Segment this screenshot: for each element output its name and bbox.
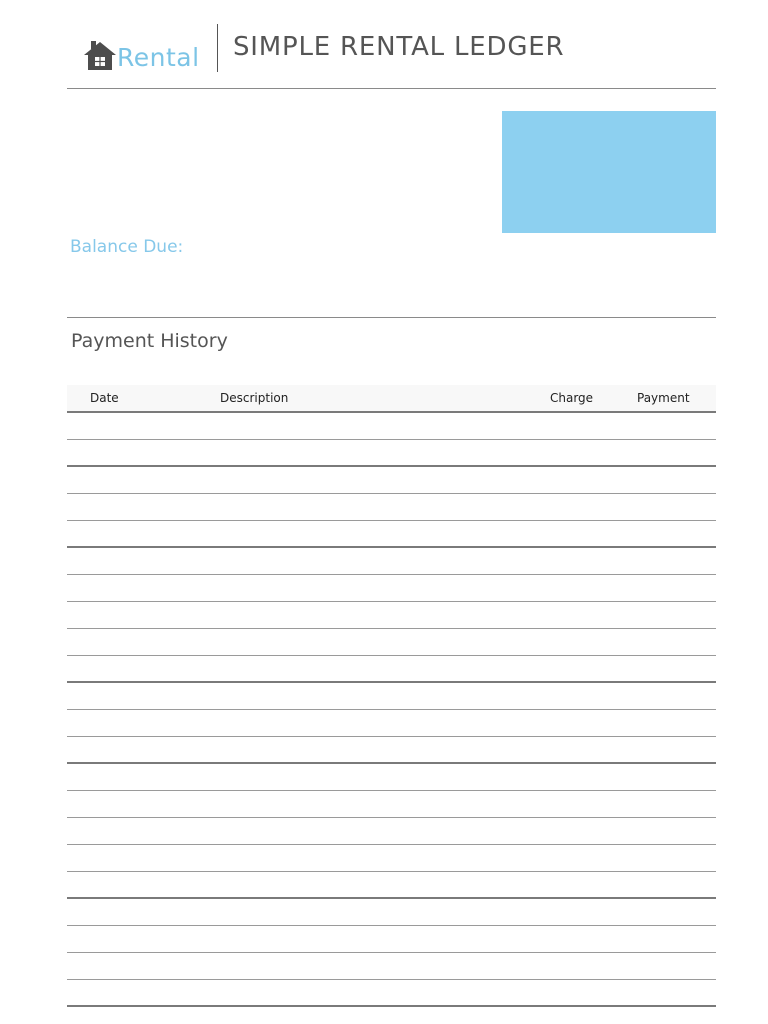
info-panel [502,111,716,233]
payment-history-table [67,385,716,1007]
balance-due-label: Balance Due: [70,237,184,257]
table-row [67,629,716,656]
table-body [67,413,716,1007]
column-header-description: Description [220,391,289,405]
table-row [67,899,716,926]
table-row [67,872,716,899]
table-row [67,575,716,602]
table-row [67,440,716,467]
table-row [67,953,716,980]
payment-history-title: Payment History [71,330,228,352]
column-header-charge: Charge [550,391,594,405]
table-row [67,656,716,683]
table-row [67,602,716,629]
brand-logo-text: Rental [117,43,200,72]
table-header [67,385,716,413]
table-row [67,764,716,791]
page-title: SIMPLE RENTAL LEDGER [233,32,565,62]
table-row [67,926,716,953]
table-row [67,710,716,737]
table-row [67,818,716,845]
page-header [67,24,716,89]
table-row [67,683,716,710]
brand-logo [83,32,200,72]
balance-divider [67,317,716,318]
table-row [67,980,716,1007]
table-row [67,467,716,494]
table-row [67,845,716,872]
table-row [67,737,716,764]
column-header-date: Date [90,391,119,405]
table-row [67,791,716,818]
column-header-payment: Payment [637,391,690,405]
table-row [67,548,716,575]
header-divider [217,24,218,72]
table-row [67,521,716,548]
table-row [67,494,716,521]
table-row [67,413,716,440]
house-icon [83,38,117,72]
